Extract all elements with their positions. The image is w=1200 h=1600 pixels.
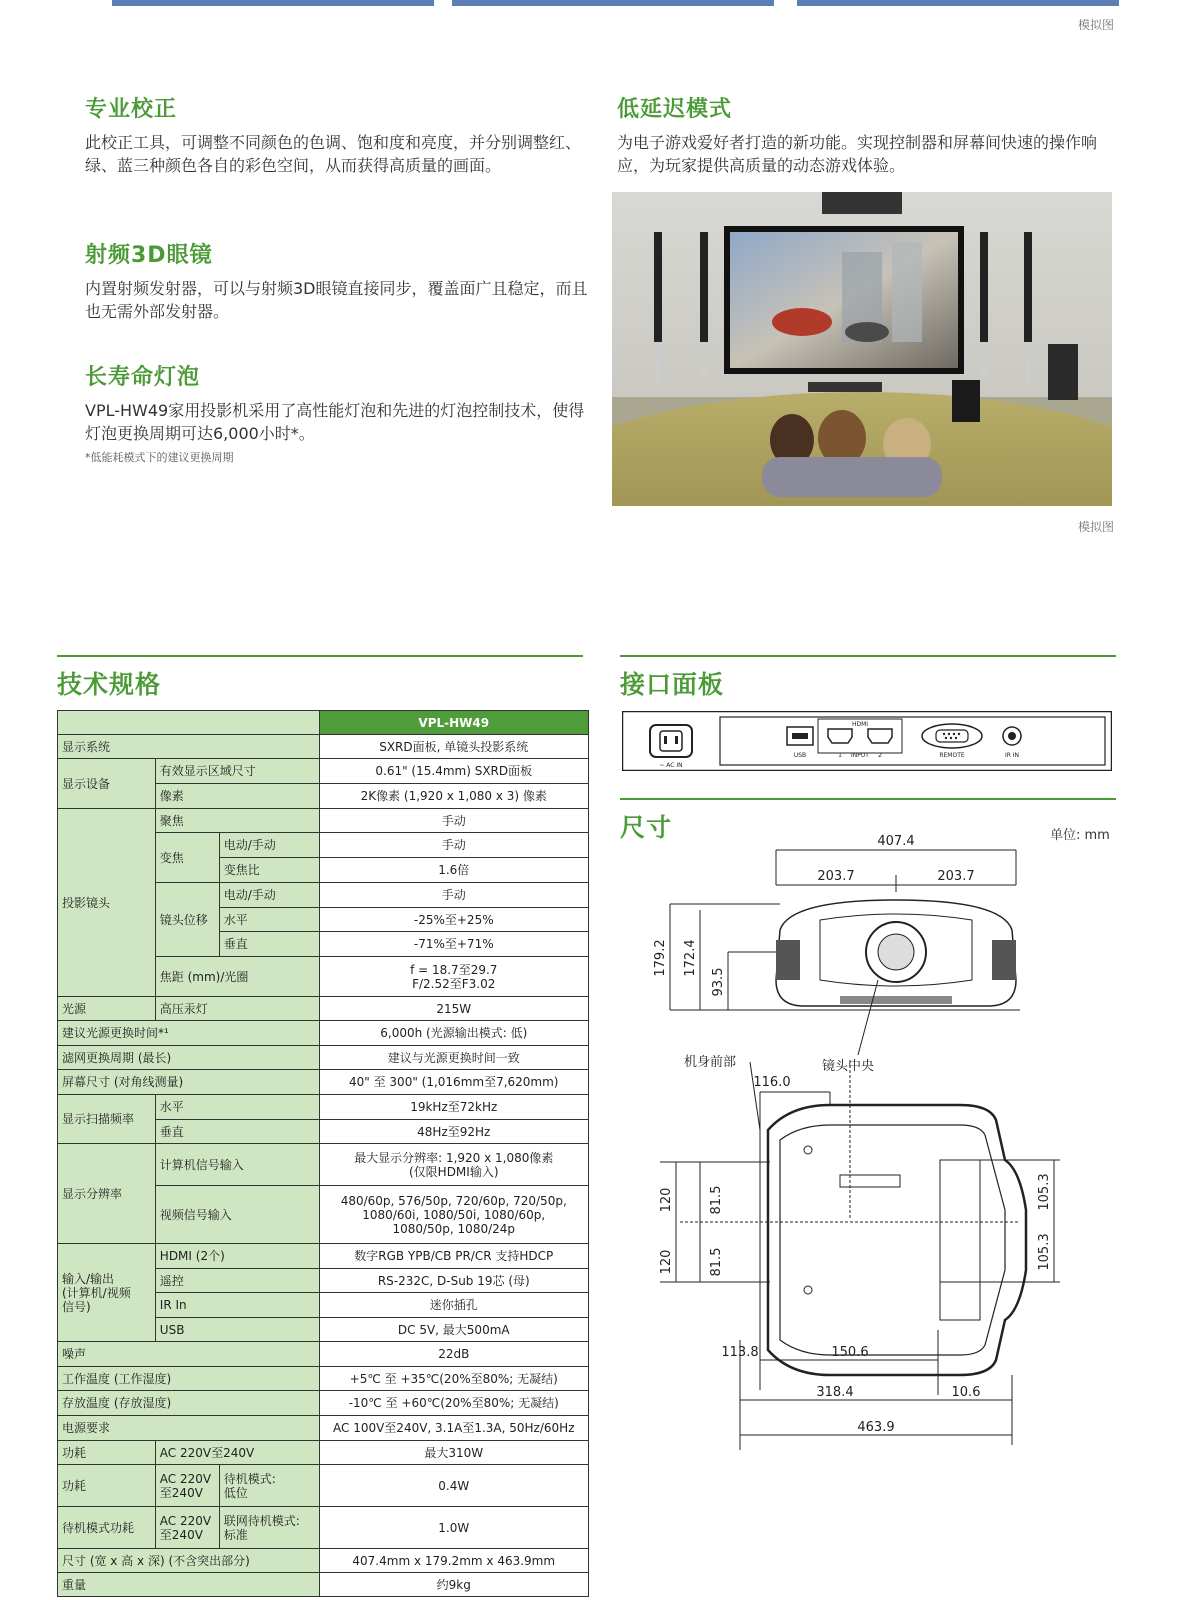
table-cell: 0.61" (15.4mm) SXRD面板 (319, 759, 589, 784)
input-label: INPUT (851, 752, 869, 759)
top-bar-1 (112, 0, 434, 6)
front-label: 机身前部 (683, 1055, 737, 1070)
table-cell: AC 100V至240V, 3.1A至1.3A, 50Hz/60Hz (319, 1416, 589, 1441)
hdmi-1-port-icon (828, 729, 852, 743)
dimensions-title: 尺寸 (620, 798, 1116, 844)
table-cell-line: 低位 (223, 1485, 248, 1500)
feature-latency (617, 92, 1122, 177)
dim-120b: 120 (659, 1249, 674, 1275)
table-row-label: 镜头位移 (155, 883, 219, 957)
table-row-label (219, 1507, 319, 1549)
table-row-label: 高压汞灯 (155, 997, 319, 1021)
table-row-label: HDMI (2个) (155, 1244, 319, 1269)
table-cell-line: f = 18.7至29.7 (410, 962, 498, 977)
table-row-label: 变焦 (155, 833, 219, 883)
table-cell (319, 1144, 589, 1186)
table-row-label: 视频信号输入 (155, 1186, 319, 1244)
table-cell-line: 至240V (159, 1485, 203, 1500)
feature-title: 低延迟模式 (617, 97, 733, 122)
table-cell: 22dB (319, 1342, 589, 1367)
table-row-label: 遥控 (155, 1269, 319, 1293)
table-cell: RS-232C, D-Sub 19芯 (母) (319, 1269, 589, 1293)
table-row-label (219, 1465, 319, 1507)
dim-116: 116.0 (753, 1075, 791, 1090)
table-row-label: 显示分辨率 (58, 1144, 156, 1244)
table-cell-line: 标准 (223, 1527, 248, 1542)
ir-in-port-icon (1003, 727, 1021, 745)
dim-half-left: 203.7 (817, 869, 855, 884)
dim-half-right: 203.7 (937, 869, 975, 884)
table-cell-line: 联网待机模式: (223, 1513, 300, 1528)
table-cell: 48Hz至92Hz (319, 1120, 589, 1144)
table-cell: 手动 (319, 833, 589, 858)
table-row-label: 电源要求 (58, 1416, 320, 1441)
spec-table (57, 710, 589, 1597)
caption-photo: 模拟图 (1078, 520, 1115, 534)
dim-106: 10.6 (951, 1385, 981, 1400)
table-cell-line: AC 220V (159, 1513, 212, 1528)
table-cell-line: 信号) (62, 1299, 91, 1314)
table-cell: SXRD面板, 单镜头投影系统 (319, 735, 589, 759)
usb-port-icon (787, 727, 813, 745)
feature-text: VPL-HW49家用投影机采用了高性能灯泡和先进的灯泡控制技术，使得灯泡更换周期可达6,000小时*。 (85, 401, 585, 443)
table-cell: 0.4W (319, 1465, 589, 1507)
table-row-label (155, 1507, 219, 1549)
table-row-label: 光源 (58, 997, 156, 1021)
table-cell: 数字RGB YPB/CB PR/CR 支持HDCP (319, 1244, 589, 1269)
table-cell: 2K像素 (1,920 x 1,080 x 3) 像素 (319, 784, 589, 809)
lens-center-label: 镜头中央 (821, 1059, 875, 1074)
table-row-label: 投影镜头 (58, 809, 156, 997)
feature-text: 内置射频发射器，可以与射频3D眼镜直接同步，覆盖面广且稳定，而且也无需外部发射器。 (85, 279, 588, 321)
table-cell: 1.6倍 (319, 858, 589, 883)
table-cell-line: AC 220V (159, 1471, 212, 1486)
input-2-label: 2 (878, 752, 882, 759)
input-1-label: 1 (838, 752, 842, 759)
feature-title: 射频3D眼镜 (85, 243, 213, 268)
dim-lens-height: 93.5 (711, 967, 726, 997)
feature-title: 专业校正 (85, 97, 178, 122)
table-cell-line: 输入/输出 (62, 1271, 115, 1286)
table-cell: 407.4mm x 179.2mm x 463.9mm (319, 1549, 589, 1573)
table-row-label: 功耗 (58, 1441, 156, 1465)
table-row-label (155, 1465, 219, 1507)
dim-4639: 463.9 (857, 1420, 895, 1435)
home-theater-photo (612, 192, 1112, 506)
table-row-label: 建议光源更换时间*¹ (58, 1021, 320, 1046)
feature-calibration (85, 92, 590, 177)
table-row-label: 存放温度 (存放湿度) (58, 1391, 320, 1416)
table-row-label: 显示设备 (58, 759, 156, 809)
table-row-label: 聚焦 (155, 809, 319, 833)
table-row-label (58, 1244, 156, 1342)
dim-width-total: 407.4 (877, 834, 915, 849)
table-row-label: IR In (155, 1293, 319, 1318)
table-row-label: 电动/手动 (219, 833, 319, 858)
table-row-label: 尺寸 (宽 x 高 x 深) (不含突出部分) (58, 1549, 320, 1573)
top-bar-2 (452, 0, 774, 6)
table-cell-line: 至240V (159, 1527, 203, 1542)
table-row-label: 像素 (155, 784, 319, 809)
table-row-label: 功耗 (58, 1465, 156, 1507)
table-cell: -25%至+25% (319, 908, 589, 932)
remote-label: REMOTE (939, 752, 965, 759)
usb-label: USB (793, 752, 807, 759)
dim-height-2: 172.4 (683, 939, 698, 977)
table-row-label: 电动/手动 (219, 883, 319, 908)
interface-title: 接口面板 (620, 655, 1116, 701)
table-cell: 手动 (319, 809, 589, 833)
dim-1053a: 105.3 (1037, 1173, 1052, 1211)
feature-text: 为电子游戏爱好者打造的新功能。实现控制器和屏幕间快速的操作响应，为玩家提供高质量的动态游戏体验。 (617, 133, 1098, 175)
table-cell: 40" 至 300" (1,016mm至7,620mm) (319, 1070, 589, 1095)
table-row-label: AC 220V至240V (155, 1441, 319, 1465)
table-model-header: VPL-HW49 (319, 711, 589, 735)
table-row-label: 水平 (155, 1095, 319, 1120)
dim-1053b: 105.3 (1037, 1233, 1052, 1271)
table-cell: 迷你插孔 (319, 1293, 589, 1318)
ac-in-label: ~ AC IN (659, 762, 683, 769)
feature-lamp (85, 360, 590, 465)
table-row-label: 显示扫描频率 (58, 1095, 156, 1144)
table-cell: +5℃ 至 +35℃(20%至80%; 无凝结) (319, 1367, 589, 1391)
dim-1506: 150.6 (831, 1345, 869, 1360)
table-cell: 约9kg (319, 1573, 589, 1597)
ir-in-label: IR IN (1004, 752, 1020, 759)
table-row-label: 待机模式功耗 (58, 1507, 156, 1549)
table-cell: -71%至+71% (319, 932, 589, 957)
spec-title: 技术规格 (57, 655, 583, 701)
table-cell-line: 1080/60i, 1080/50i, 1080/60p, (362, 1207, 546, 1222)
table-cell: 手动 (319, 883, 589, 908)
table-cell: 215W (319, 997, 589, 1021)
interface-panel (622, 711, 1112, 771)
table-cell: 最大310W (319, 1441, 589, 1465)
feature-glasses (85, 238, 590, 323)
ac-in-icon (650, 725, 692, 757)
table-cell: 1.0W (319, 1507, 589, 1549)
hdmi-label: HDMI (851, 721, 869, 728)
feature-text: 此校正工具，可调整不同颜色的色调、饱和度和亮度，并分别调整红、绿、蓝三种颜色各自的彩色空间，从而获得高质量的画面。 (85, 133, 582, 175)
table-row-label: 变焦比 (219, 858, 319, 883)
table-cell-line: 待机模式: (223, 1471, 276, 1486)
table-row-label: 有效显示区域尺寸 (155, 759, 319, 784)
dim-120a: 120 (659, 1187, 674, 1213)
table-cell: 6,000h (光源输出模式: 低) (319, 1021, 589, 1046)
remote-port-icon (922, 724, 982, 748)
dim-height-total: 179.2 (653, 939, 668, 977)
table-cell-line: (计算机/视频 (62, 1285, 131, 1300)
dimension-drawing (640, 830, 1120, 1490)
table-cell: DC 5V, 最大500mA (319, 1318, 589, 1342)
unit-label: 单位: mm (1050, 828, 1110, 843)
table-row-label: 计算机信号输入 (155, 1144, 319, 1186)
table-row-label: 垂直 (155, 1120, 319, 1144)
dim-815b: 81.5 (709, 1247, 724, 1277)
table-row-label: 重量 (58, 1573, 320, 1597)
table-cell-line: F/2.52至F3.02 (412, 976, 496, 991)
table-row-label: 滤网更换周期 (最长) (58, 1046, 320, 1070)
table-row-label: 垂直 (219, 932, 319, 957)
table-cell-line: 1080/50p, 1080/24p (392, 1221, 516, 1236)
dim-815a: 81.5 (709, 1185, 724, 1215)
table-row-label: 噪声 (58, 1342, 320, 1367)
table-cell (319, 1186, 589, 1244)
caption-top: 模拟图 (1078, 18, 1115, 32)
dim-3184: 318.4 (816, 1385, 854, 1400)
table-cell (319, 957, 589, 997)
dim-1138: 113.8 (721, 1345, 759, 1360)
table-row-label: 屏幕尺寸 (对角线测量) (58, 1070, 320, 1095)
table-row-label: 显示系统 (58, 735, 320, 759)
feature-note: *低能耗模式下的建议更换周期 (85, 451, 234, 464)
table-cell: 19kHz至72kHz (319, 1095, 589, 1120)
table-row-label: 焦距 (mm)/光圈 (155, 957, 319, 997)
top-bar-3 (797, 0, 1119, 6)
table-cell-line: 480/60p, 576/50p, 720/60p, 720/50p, (340, 1193, 567, 1208)
table-row-label: USB (155, 1318, 319, 1342)
table-cell-line: (仅限HDMI输入) (408, 1164, 499, 1179)
table-row-label: 水平 (219, 908, 319, 932)
table-row-label: 工作温度 (工作湿度) (58, 1367, 320, 1391)
table-cell-line: 最大显示分辨率: 1,920 x 1,080像素 (354, 1150, 554, 1165)
table-cell: -10℃ 至 +60℃(20%至80%; 无凝结) (319, 1391, 589, 1416)
feature-title: 长寿命灯泡 (85, 365, 201, 390)
table-header-blank (58, 711, 320, 735)
hdmi-2-port-icon (868, 729, 892, 743)
table-cell: 建议与光源更换时间一致 (319, 1046, 589, 1070)
